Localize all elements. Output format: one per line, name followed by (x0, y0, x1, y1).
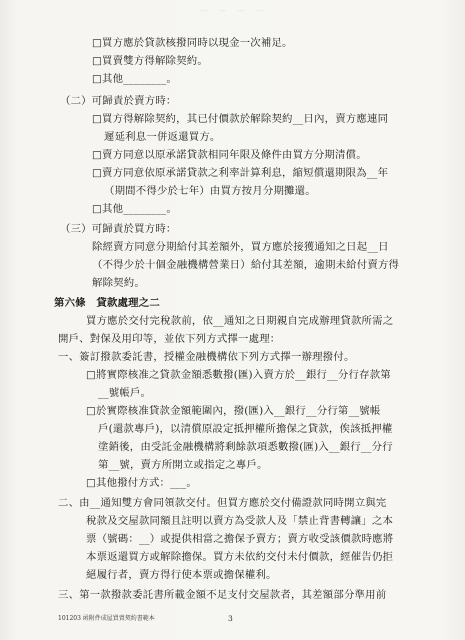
subclause-heading: （三）可歸責於買方時： (60, 223, 177, 235)
clause-text-line: 稅款及交屋款同額且註明以賣方為受款人及「禁止背書轉讓」之本 (86, 515, 394, 527)
subclause-heading: （二）可歸責於賣方時： (60, 95, 177, 107)
clause-text-line: 戶(還款專戶)，以清償原設定抵押權所擔保之貸款，俟該抵押權 (98, 423, 393, 435)
clause-text-line: 本票返還買方或解除擔保。買方未依約交付未付價款，經催告仍拒 (86, 551, 394, 563)
clause-text-line: __號帳戶。 (98, 387, 152, 399)
clause-option-line: □其他________。 (92, 73, 177, 85)
clause-text-line: 塗銷後，由受託金融機構將剩餘款項悉數撥(匯)入__銀行__分行 (98, 441, 393, 453)
clause-text-line: 買方應於交付完稅款前，依__通知之日期親自完成辦理貸款所需之 (86, 315, 394, 327)
clause-option-line: □將實際核准之貸款金額悉數撥(匯)入賣方於__銀行__分行存款第 (86, 369, 391, 381)
footer-caption: 101203 函附件成屋買賣契約書範本 (58, 615, 155, 622)
clause-option-line: □買賣雙方得解除契約。 (92, 55, 208, 67)
clause-text-line: 除經賣方同意分期給付其差額外，買方應於接獲通知之日起__日 (92, 241, 389, 253)
clause-text-line: 第__號，賣方所開立或指定之專戶。 (98, 459, 268, 471)
bleed-through-text: — — — — (200, 6, 268, 15)
clause-text-line: 解除契約。 (92, 277, 145, 289)
clause-option-line: □其他________。 (92, 203, 177, 215)
clause-option-line: □買方應於貸款核撥同時以現金一次補足。 (92, 37, 293, 49)
numbered-item: 二、由__通知雙方會同領款交付。但買方應於交付備證款同時開立與完 (58, 497, 387, 509)
clause-text-line: 開戶、對保及用印等，並依下列方式擇一處理： (58, 333, 281, 345)
numbered-item: 一、簽訂撥款委託書，授權金融機構依下列方式擇一辦理撥付。 (58, 351, 355, 363)
clause-text-line: （不得少於十個金融機構營業日）給付其差額，逾期未給付賣方得 (92, 259, 400, 271)
numbered-item: 三、第一款撥款委託書所載金額不足支付交屋款者，其差額部分準用前 (58, 589, 387, 601)
clause-option-line: □於實際核准貸款金額範圍內，撥(匯)入__銀行__分行第__號帳 (86, 405, 381, 417)
clause-option-line: □其他撥付方式：___。 (86, 477, 197, 489)
clause-option-line: □買方得解除契約，其已付價款於解除契約__日內，賣方應連同 (92, 113, 389, 125)
clause-text-line: 票（號碼：__）或提供相當之擔保予賣方；賣方收受該價款時應將 (86, 533, 394, 545)
clause-text-line: 絕履行者，賣方得行使本票或擔保權利。 (86, 569, 277, 581)
clause-option-line: □賣方同意以原承諾貸款相同年限及條件由買方分期清償。 (92, 149, 367, 161)
article-heading: 第六條 貸款處理之二 (54, 297, 160, 309)
clause-text-line: （期間不得少於七年）由買方按月分期攤還。 (104, 185, 316, 197)
clause-text-line: 遲延利息一併返還買方。 (104, 131, 221, 143)
clause-option-line: □賣方同意依原承諾貸款之利率計算利息，縮短償還期限為__年 (92, 167, 389, 179)
page-number: 3 (228, 614, 233, 623)
